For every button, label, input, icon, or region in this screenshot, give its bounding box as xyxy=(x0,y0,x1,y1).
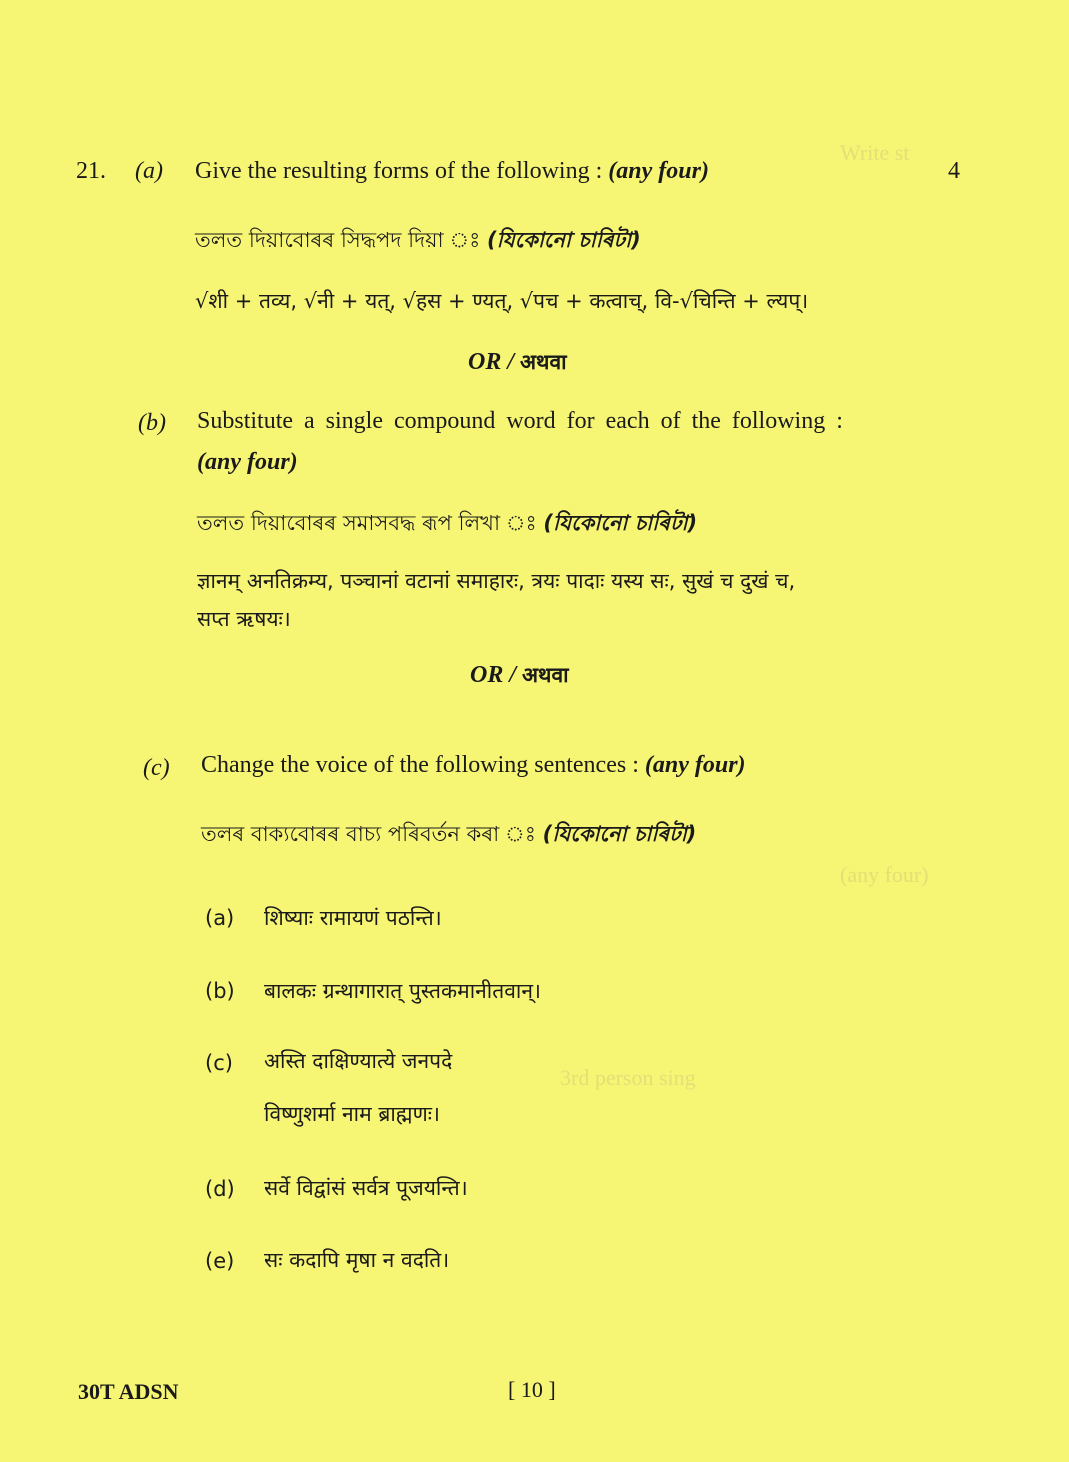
part-a-qualifier: (any four) xyxy=(608,158,709,184)
sentence-b-label: (b) xyxy=(205,979,235,1003)
question-number: 21. xyxy=(76,158,106,184)
part-b-instruction-asm xyxy=(197,507,697,542)
part-a-items: √शी + तव्य, √नी + यत्, √हस + ण्यत्, √पच + कत्वाच्, वि-√चिन्ति + ल्यप्। xyxy=(195,289,809,313)
part-b-instruction: Substitute a single compound word for each of the following : xyxy=(197,408,843,434)
or-label: OR / xyxy=(470,662,517,688)
or-label-alt: अथवा xyxy=(522,663,569,687)
part-c-instruction xyxy=(201,752,746,779)
or-label: OR / xyxy=(468,349,515,375)
part-b-items-line1: ज्ञानम् अनतिक्रम्य, पञ्चानां वटानां समाहारः, त्रयः पादाः यस्य सः, सुखं च दुखं च, xyxy=(197,569,796,593)
part-c-qualifier: (any four) xyxy=(644,752,746,778)
part-b-instruction-asm-text: তলত দিয়াবোৰৰ সমাসবদ্ধ ৰূপ লিখা ঃ xyxy=(197,511,537,535)
part-c-label: (c) xyxy=(143,755,170,781)
sentence-a-label: (a) xyxy=(205,906,235,930)
or-divider-2 xyxy=(470,661,569,689)
part-a-qualifier-asm: (যিকোনো চাৰিটা) xyxy=(487,228,641,252)
sentence-e-label: (e) xyxy=(205,1249,235,1273)
part-a-instruction-text: Give the resulting forms of the following : xyxy=(195,158,603,184)
part-b-qualifier: (any four) xyxy=(197,449,298,475)
part-a-instruction xyxy=(195,158,709,185)
sentence-b: बालकः ग्रन्थागारात् पुस्तकमानीतवान्। xyxy=(264,979,541,1003)
part-b-qualifier-asm: (যিকোনো চাৰিটা) xyxy=(543,511,698,535)
part-c-instruction-asm-text: তলৰ বাক্যবোৰৰ বাচ্য পৰিবৰ্তন কৰা ঃ xyxy=(201,822,536,846)
sentence-c-label: (c) xyxy=(205,1051,233,1075)
sentence-a: शिष्याः रामायणं पठन्ति। xyxy=(264,906,442,930)
show-through-text: (any four) xyxy=(840,862,929,887)
paper-code: 30T ADSN xyxy=(78,1379,179,1404)
or-label-alt: अथवा xyxy=(520,350,567,374)
sentence-e: सः कदापि मृषा न वदति। xyxy=(264,1248,450,1272)
part-b-items-line2: सप्त ऋषयः। xyxy=(197,607,291,631)
part-b-label: (b) xyxy=(138,410,166,436)
part-a-label: (a) xyxy=(135,158,163,184)
part-a-instruction-asm xyxy=(195,224,641,259)
or-divider-1 xyxy=(468,348,567,376)
show-through-text: Write st xyxy=(840,140,910,165)
part-c-instruction-text: Change the voice of the following sentences : xyxy=(201,752,639,778)
marks: 4 xyxy=(948,158,960,184)
page-number: [ 10 ] xyxy=(508,1377,556,1402)
sentence-d-label: (d) xyxy=(205,1177,235,1201)
part-c-qualifier-asm: (যিকোনো চাৰিটা) xyxy=(542,822,697,846)
show-through-text: 3rd person sing xyxy=(560,1065,696,1090)
sentence-c-line1: अस्ति दाक्षिण्यात्ये जनपदे xyxy=(264,1049,453,1073)
part-c-instruction-asm xyxy=(201,818,696,853)
sentence-c-line2: विष्णुशर्मा नाम ब्राह्मणः। xyxy=(264,1102,440,1126)
part-a-instruction-asm-text: তলত দিয়াবোৰৰ সিদ্ধপদ দিয়া ঃ xyxy=(195,228,481,252)
sentence-d: सर्वे विद्वांसं सर्वत्र पूजयन्ति। xyxy=(264,1176,468,1200)
